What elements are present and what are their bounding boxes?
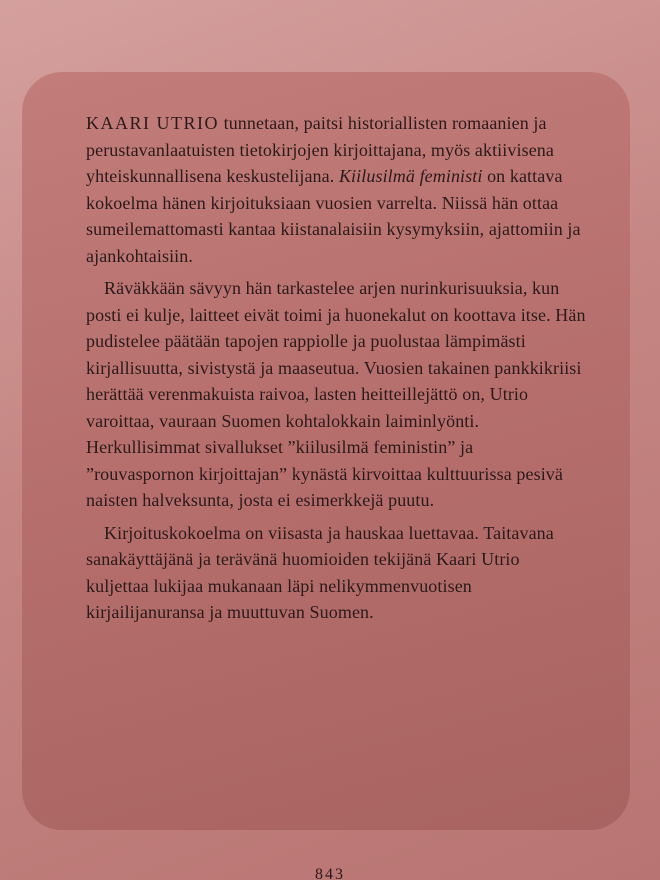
blurb-text: on kattava kokoelma hänen kirjoituksiaan vuosien varrelta. Niissä hän ottaa sumeilemattomasti kantaa kiistanalaisiin kysymyksiin, ajattomiin ja ajankohtaisiin. — [86, 166, 581, 266]
back-cover-blurb — [86, 110, 586, 632]
book-title: Kiilusilmä feministi — [338, 166, 483, 186]
blurb-text: tunnetaan, paitsi historiallisten romaanien ja perustavanlaatuisten tietokirjojen kirjoittajana, myös aktiivisena yhteiskunnallisena keskustelijana. — [86, 113, 554, 186]
blurb-paragraph-1 — [86, 110, 586, 269]
author-name: KAARI UTRIO — [86, 113, 219, 133]
blurb-paragraph-3: Kirjoituskokoelma on viisasta ja hauskaa luettavaa. Taitavana sanakäyttäjänä ja terävänä huomioiden tekijänä Kaari Utrio kuljettaa lukijaa mukanaan läpi nelikymmenvuotisen kirjailijanuransa ja muuttuvan Suomen. — [86, 522, 554, 622]
cut-off-footer-text: 843 — [315, 866, 345, 880]
blurb-paragraph-2: Räväkkään sävyyn hän tarkastelee arjen nurinkurisuuksia, kun posti ei kulje, laitteet eivät toimi ja huonekalut on koottava itse. Hän pudistelee päätään tapojen rappiolle ja puolustaa lämpimästi kirjallisuutta, sivistystä ja maaseutua. Vuosien takainen pankkikriisi herättää verenmakuista raivoa, lasten heitteillejättö on, Utrio varoittaa, vauraan Suomen kohtalokkain laiminlyönti. Herkullisimmat sivallukset ”kiilusilmä feministin” ja ”rouvaspornon kirjoittajan” kynästä kirvoittaa kulttuurissa pesivä naisten halveksunta, josta ei esimerkkejä puutu. — [86, 278, 586, 510]
